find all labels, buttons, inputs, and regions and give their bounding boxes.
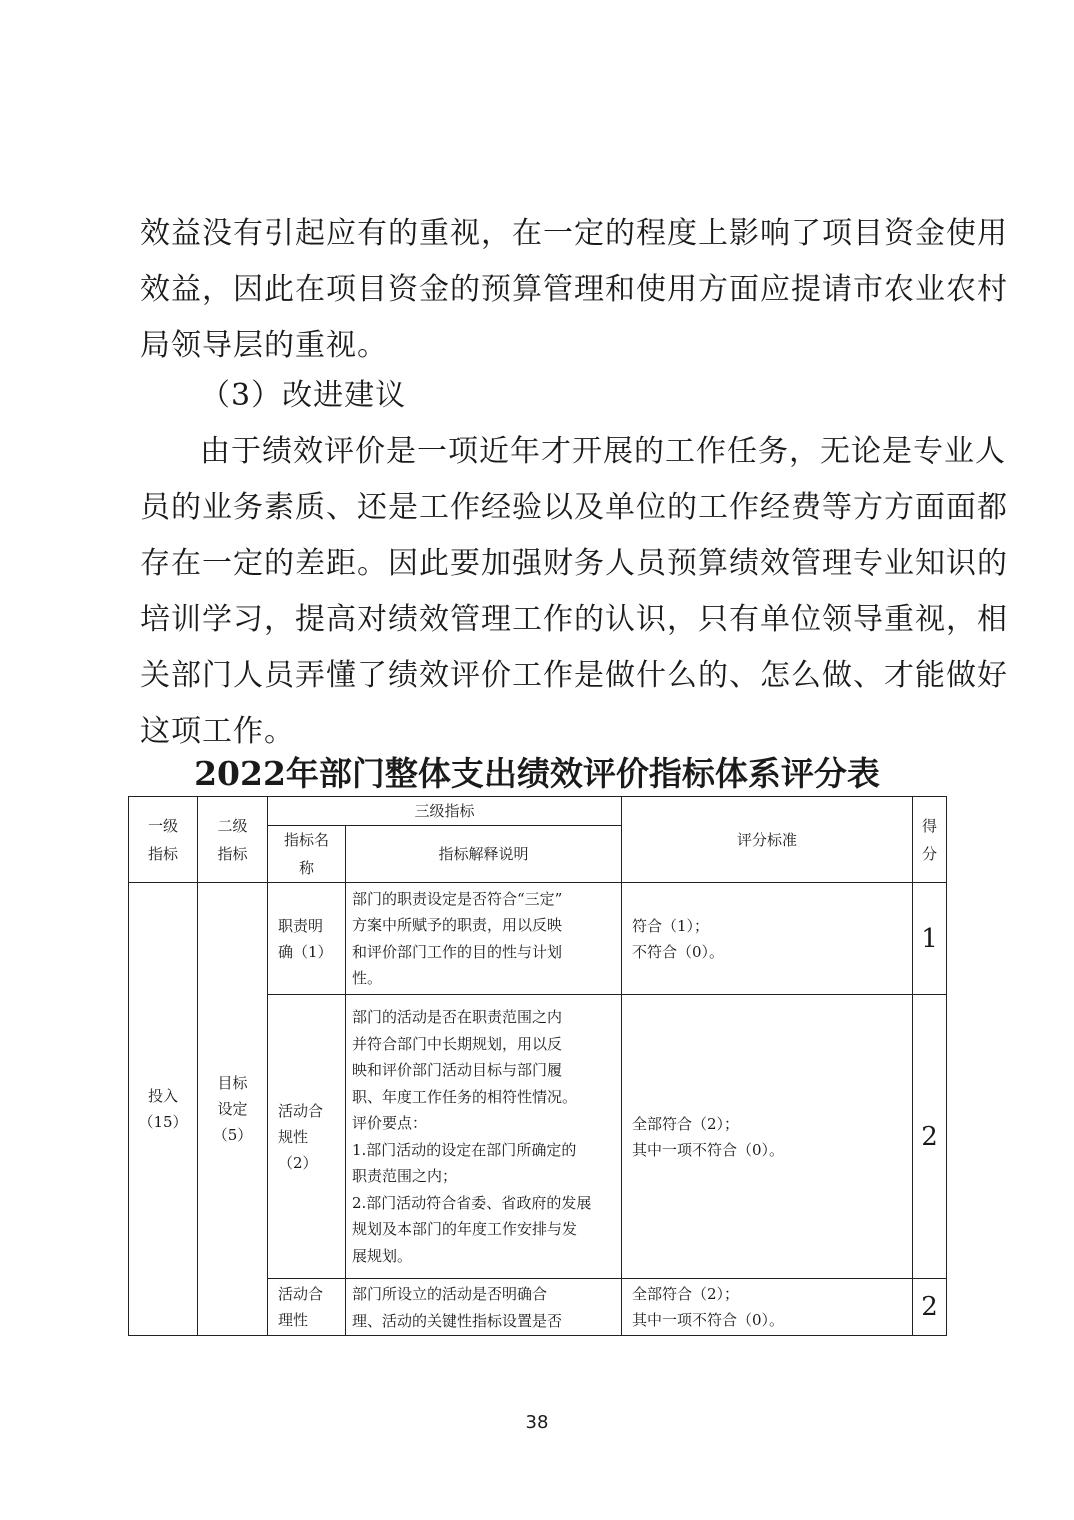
- header-level2: 二级 指标: [198, 797, 268, 883]
- text-line: 存在一定的差距。因此要加强财务人员预算绩效管理专业知识的: [140, 546, 1008, 581]
- header-indicator-name: 指标名 称: [268, 826, 346, 883]
- score-value: 2: [913, 995, 947, 1279]
- page-number: 38: [525, 1412, 549, 1433]
- indicator-name: 职责明 确（1）: [268, 883, 346, 995]
- paragraph-suggestions: [140, 424, 1008, 760]
- scoring-table: [128, 796, 947, 1336]
- level2-cell: 目标 设定 （5）: [198, 883, 268, 1336]
- paragraph-continued: [140, 206, 1008, 374]
- score-value: 1: [913, 883, 947, 995]
- table-title: 2022年部门整体支出绩效评价指标体系评分表: [194, 754, 880, 793]
- text-line: 效益，因此在项目资金的预算管理和使用方面应提请市农业农村: [140, 272, 1008, 307]
- indicator-name: 活动合 规性 （2）: [268, 995, 346, 1279]
- indicator-explanation: 部门所设立的活动是否明确合 理、活动的关键性指标设置是否: [346, 1279, 622, 1336]
- text-line: 由于绩效评价是一项近年才开展的工作任务，无论是专业人: [200, 434, 1006, 469]
- score-value: 2: [913, 1279, 947, 1336]
- text-line: 培训学习，提高对绩效管理工作的认识，只有单位领导重视，相: [140, 602, 1008, 637]
- header-criteria: 评分标准: [622, 797, 913, 883]
- text-line: 员的业务素质、还是工作经验以及单位的工作经费等方方面面都: [140, 490, 1008, 525]
- indicator-explanation: 部门的活动是否在职责范围之内 并符合部门中长期规划，用以反 映和评价部门活动目标与部门履 职、年度工作任务的相符性情况。 评价要点： 1.部门活动的设定在部门所确定的 职责范围之内； 2.部门活动符合省委、省政府的发展 规划及本部门的年度工作安排与发 展规划。: [346, 995, 622, 1279]
- indicator-explanation: 部门的职责设定是否符合“三定” 方案中所赋予的职责，用以反映 和评价部门工作的目的性与计划 性。: [346, 883, 622, 995]
- header-explanation: 指标解释说明: [346, 826, 622, 883]
- indicator-name: 活动合 理性: [268, 1279, 346, 1336]
- level1-cell: 投入 （15）: [129, 883, 198, 1336]
- text-line: 局领导层的重视。: [140, 328, 388, 363]
- subheading: （3）改进建议: [200, 378, 407, 413]
- header-row: [129, 797, 947, 826]
- scoring-criteria: 符合（1）； 不符合（0）。: [622, 883, 913, 995]
- text-line: 效益没有引起应有的重视，在一定的程度上影响了项目资金使用: [140, 216, 1008, 251]
- header-level1: 一级 指标: [129, 797, 198, 883]
- scoring-criteria: 全部符合（2）； 其中一项不符合（0）。: [622, 995, 913, 1279]
- scoring-criteria: 全部符合（2）； 其中一项不符合（0）。: [622, 1279, 913, 1336]
- header-level3: 三级指标: [268, 797, 622, 826]
- table-row: [129, 883, 947, 995]
- text-line: 关部门人员弄懂了绩效评价工作是做什么的、怎么做、才能做好: [140, 658, 1008, 693]
- text-line: 这项工作。: [140, 714, 295, 749]
- header-score: 得 分: [913, 797, 947, 883]
